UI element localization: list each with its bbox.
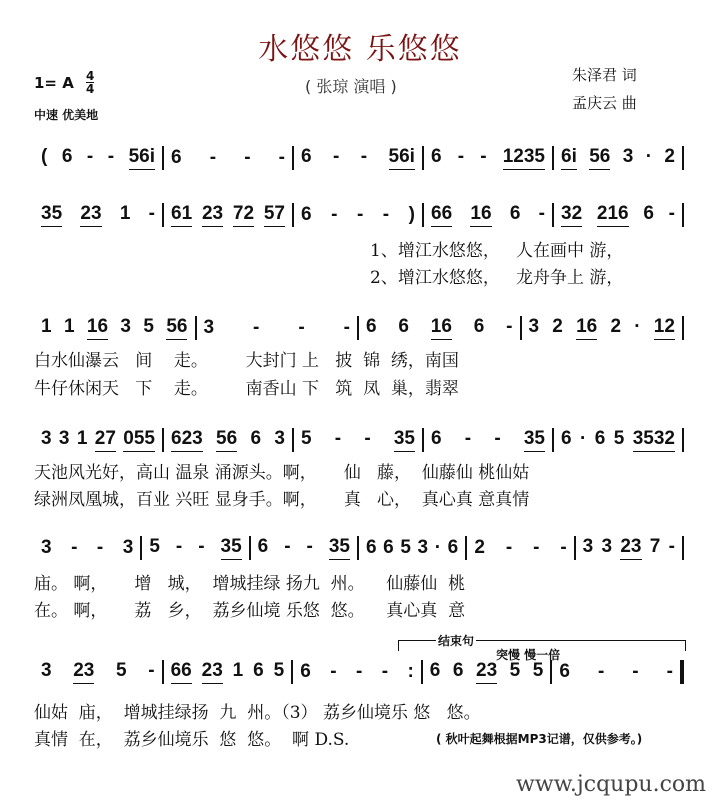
note: 623 <box>171 428 203 452</box>
note: · <box>645 146 653 167</box>
lyric-line: 真情 在， 荔乡仙境乐 悠 悠。 啊 D.S. <box>34 730 350 750</box>
note: 6 <box>429 660 441 681</box>
note: 23 <box>73 660 94 684</box>
note: 3532 <box>633 428 675 452</box>
note: - <box>505 537 513 558</box>
measure <box>522 316 683 340</box>
note: - <box>107 146 115 167</box>
note: 2 <box>664 146 675 167</box>
note: - <box>355 661 363 682</box>
measure <box>552 661 680 683</box>
lyricist: 朱泽君 词 <box>572 66 637 84</box>
measure <box>294 204 422 226</box>
note: - <box>334 428 342 449</box>
note: 56 <box>589 146 610 170</box>
measure <box>34 660 162 684</box>
measure <box>251 536 357 560</box>
measure <box>34 203 162 227</box>
staff-row <box>34 428 684 452</box>
staff-row <box>34 660 684 684</box>
note: - <box>668 536 675 557</box>
measure <box>197 317 358 339</box>
barline <box>682 316 684 340</box>
composer: 孟庆云 曲 <box>572 94 637 112</box>
barline <box>682 203 684 227</box>
note: 35 <box>221 536 242 560</box>
note: 6 <box>253 660 264 681</box>
key-signature: 1= A <box>34 74 74 92</box>
note: 3 <box>582 536 594 557</box>
note: 61 <box>171 203 192 227</box>
barline <box>682 146 684 170</box>
barline <box>680 660 684 684</box>
measure <box>576 536 682 560</box>
note: 3 <box>120 316 131 337</box>
note: - <box>356 204 364 225</box>
note: - <box>306 536 313 557</box>
measure <box>554 428 682 452</box>
note: 56 <box>166 316 187 340</box>
note: 3 <box>622 146 634 167</box>
note: 3 <box>41 428 52 449</box>
measure <box>554 203 682 227</box>
note: · <box>434 537 442 558</box>
note: 56i <box>389 146 415 170</box>
note: 5 <box>273 660 285 681</box>
note: 5 <box>116 660 127 681</box>
note: 5 <box>400 537 411 558</box>
note: - <box>284 536 291 557</box>
measure <box>293 661 421 683</box>
note: 56i <box>129 146 155 170</box>
note: 23 <box>202 660 223 684</box>
note: 5 <box>301 428 312 449</box>
note: - <box>360 146 368 167</box>
note: - <box>560 537 567 558</box>
measure <box>424 146 552 170</box>
note: - <box>457 146 465 167</box>
note: 16 <box>87 316 108 340</box>
note: 3 <box>58 428 70 449</box>
lyric-line: 天池风光好，高山 温泉 涌源头。啊， 仙 藤， 仙藤仙 桃仙姑 <box>34 463 530 483</box>
ending-label: 结束句 <box>438 634 475 648</box>
note: - <box>148 660 155 681</box>
ending-tempo: 突慢 慢一倍 <box>496 648 561 662</box>
note: 6 <box>61 146 73 167</box>
note: 6 <box>447 537 459 558</box>
note: 6 <box>594 428 606 449</box>
note: - <box>494 428 501 449</box>
note: 1235 <box>503 146 545 170</box>
note: 2 <box>610 316 622 337</box>
note: - <box>343 317 350 338</box>
note: - <box>381 661 389 682</box>
note: 35 <box>394 428 415 452</box>
note: 1 <box>76 428 88 449</box>
note: 1 <box>119 203 131 224</box>
note: 5 <box>509 660 521 681</box>
note: 16 <box>431 316 452 340</box>
note: 6 <box>301 146 312 167</box>
measure <box>34 146 162 170</box>
note: 5 <box>532 660 544 681</box>
note: 23 <box>202 203 223 227</box>
note: - <box>538 203 545 224</box>
staff-row <box>34 146 684 170</box>
measure <box>554 146 682 170</box>
note: - <box>71 537 78 558</box>
note: 2 <box>552 316 563 337</box>
note: 3 <box>203 317 215 338</box>
lyric-line: 仙姑 庙， 增城挂绿扬 九 州。（3） 荔乡仙境乐 悠 悠。 <box>34 703 481 723</box>
note: : <box>407 661 414 682</box>
note: 1 <box>232 660 244 681</box>
note: 16 <box>470 203 491 227</box>
note: 6 <box>301 204 312 225</box>
note: - <box>86 146 94 167</box>
note: - <box>533 537 540 558</box>
note: 66 <box>171 660 192 684</box>
note: - <box>506 316 513 337</box>
note: 6 <box>300 661 311 682</box>
note: 2 <box>474 537 485 558</box>
measure <box>34 316 195 340</box>
note: - <box>597 661 605 682</box>
note: 23 <box>620 536 641 560</box>
note: 5 <box>143 316 154 337</box>
note: 6 <box>383 537 394 558</box>
note: 6 <box>431 146 442 167</box>
note: 5 <box>149 536 160 557</box>
watermark: www.jcqupu.com <box>516 772 706 797</box>
note: 3 <box>41 660 52 681</box>
note: - <box>666 661 673 682</box>
time-signature: 4 4 <box>86 69 95 96</box>
note: 3 <box>41 537 52 558</box>
note: ) <box>408 204 415 225</box>
note: - <box>253 317 260 338</box>
measure <box>164 147 292 169</box>
note: 3 <box>528 316 540 337</box>
note: 35 <box>329 536 350 560</box>
measure <box>424 428 552 452</box>
lyric-line: 在。 啊， 荔 乡， 荔乡仙境 乐悠 悠。 真心真 意 <box>34 601 466 621</box>
note: 1 <box>63 316 75 337</box>
note: 57 <box>264 203 285 227</box>
note: 32 <box>561 203 582 227</box>
lyric-line: 牛仔休闲天 下 走。 南香山 下 筑 凤 巢，翡翠 <box>34 379 459 399</box>
note: 6i <box>561 146 577 170</box>
note: 5 <box>613 428 625 449</box>
note: 3 <box>601 536 613 557</box>
note: 23 <box>80 203 101 227</box>
lyric-line: 庙。 啊， 增 城， 增城挂绿 扬九 州。 仙藤仙 桃 <box>34 574 466 594</box>
note: · <box>634 316 641 337</box>
note: - <box>333 146 340 167</box>
note: - <box>330 661 337 682</box>
note: - <box>364 428 371 449</box>
lyric-line: 1、增江水悠悠， 人在画中 游， <box>370 241 624 261</box>
measure <box>34 537 140 559</box>
song-title: 水悠悠 乐悠悠 <box>258 32 462 67</box>
staff-row <box>34 536 684 560</box>
note: 7 <box>649 536 661 557</box>
note: 216 <box>597 203 629 227</box>
note: 27 <box>95 428 116 452</box>
note: 23 <box>476 660 497 684</box>
measure <box>164 428 292 452</box>
note: ( <box>41 146 48 167</box>
note: 35 <box>41 203 62 227</box>
measure <box>34 428 162 452</box>
note: 6 <box>561 428 572 449</box>
measure <box>359 316 520 340</box>
note: 3 <box>122 537 134 558</box>
note: - <box>668 203 675 224</box>
note: 12 <box>654 316 675 340</box>
measure <box>294 428 422 452</box>
note: - <box>96 537 104 558</box>
note: - <box>632 661 639 682</box>
lyric-line: 2、增江水悠悠， 龙舟争上 游， <box>370 268 624 288</box>
note: 72 <box>233 203 254 227</box>
note: - <box>278 147 285 168</box>
note: 35 <box>524 428 545 452</box>
note: 6 <box>398 316 409 337</box>
barline <box>682 428 684 452</box>
note: 3 <box>274 428 285 449</box>
note: - <box>244 147 251 168</box>
note: - <box>198 536 205 557</box>
note: - <box>382 204 390 225</box>
note: 6 <box>257 536 269 557</box>
tempo-marking: 中速 优美地 <box>34 108 99 122</box>
lyric-line: 绿洲凤凰城，百业 兴旺 显身手。啊， 真 心， 真心真 意真情 <box>34 490 530 510</box>
transcription-note: ( 秋叶起舞根据MP3记谱，仅供参考。) <box>436 732 643 746</box>
note: 1 <box>41 316 52 337</box>
measure <box>423 660 551 684</box>
note: 6 <box>250 428 262 449</box>
note: - <box>464 428 472 449</box>
measure <box>164 660 292 684</box>
note: 055 <box>123 428 155 452</box>
note: - <box>298 317 305 338</box>
measure <box>359 537 465 559</box>
staff-row <box>34 316 684 340</box>
measure <box>424 203 552 227</box>
note: 6 <box>643 203 654 224</box>
note: 6 <box>171 147 182 168</box>
note: 3 <box>417 537 429 558</box>
note: 66 <box>431 203 452 227</box>
note: 16 <box>576 316 597 340</box>
note: 6 <box>452 660 464 681</box>
note: - <box>148 203 155 224</box>
note: - <box>175 536 183 557</box>
note: - <box>331 204 338 225</box>
note: 56 <box>216 428 237 452</box>
note: 6 <box>473 316 485 337</box>
note: 6 <box>559 661 570 682</box>
measure <box>467 537 573 559</box>
singer: ( 张琼 演唱 ) <box>305 77 397 96</box>
barline <box>682 536 684 560</box>
note: 6 <box>431 428 442 449</box>
measure <box>142 536 248 560</box>
note: 6 <box>366 316 377 337</box>
measure <box>294 146 422 170</box>
note: 6 <box>365 537 377 558</box>
note: - <box>209 147 217 168</box>
lyric-line: 白水仙瀑云 间 走。 大封门 上 披 锦 绣，南国 <box>34 351 459 371</box>
measure <box>164 203 292 227</box>
note: 6 <box>509 203 521 224</box>
note: - <box>480 146 487 167</box>
note: · <box>579 428 587 449</box>
staff-row <box>34 203 684 227</box>
